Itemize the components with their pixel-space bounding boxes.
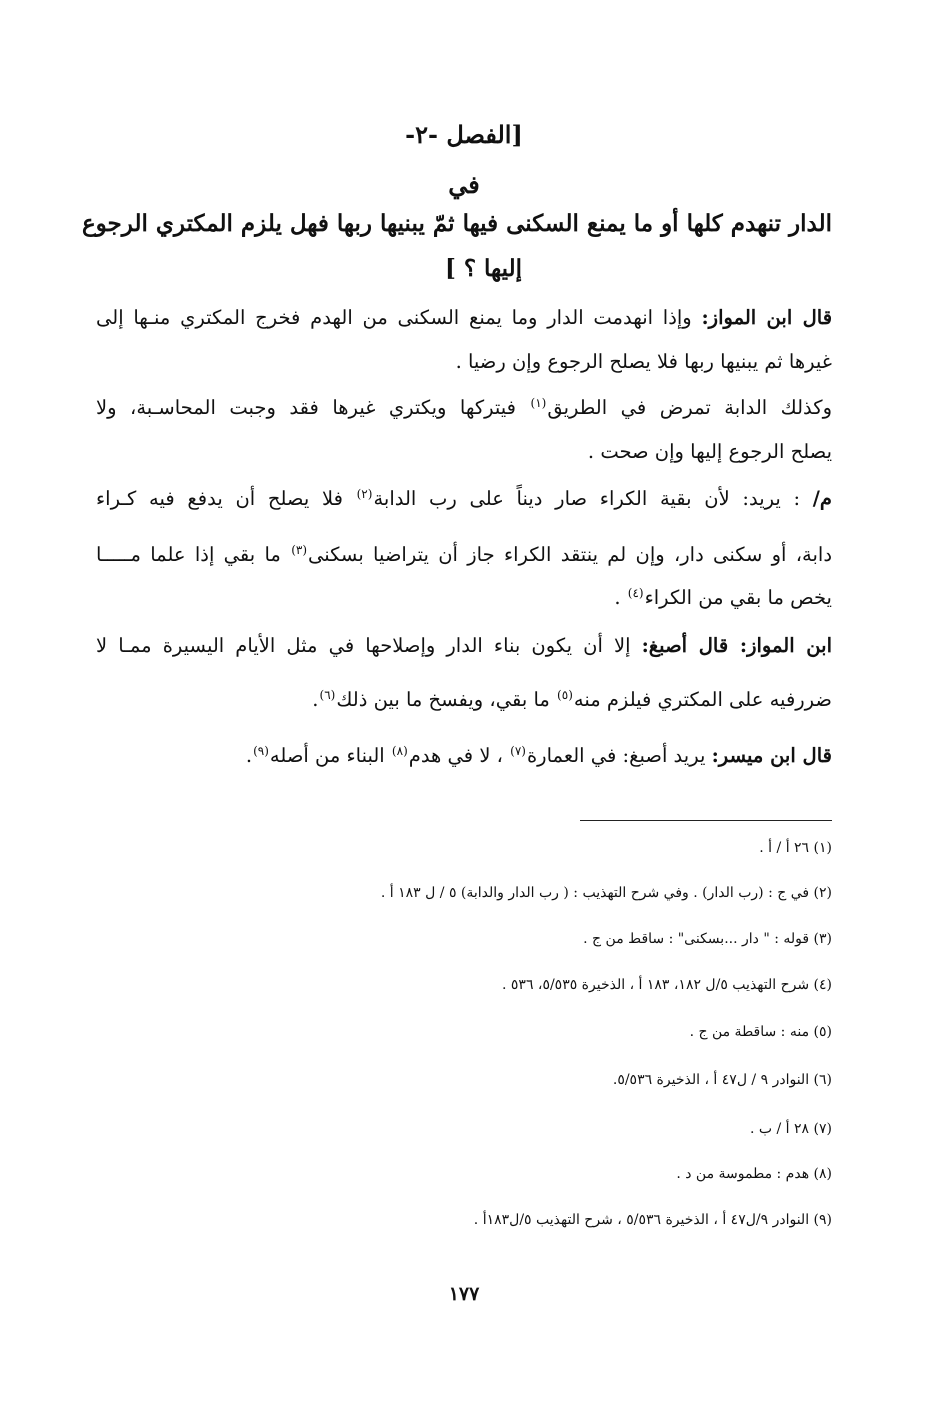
speaker-label: م/ [812, 487, 832, 510]
footnote-2: (٢) في ج : (رب الدار) . وفي شرح التهذيب : ( رب الدار والدابة) ٥ / ل ١٨٣ أ . [380, 885, 832, 901]
footnote-ref-8[interactable]: (٨) [391, 743, 408, 758]
text-run: يخص ما بقي من الكراء [644, 586, 832, 609]
text-run: إلا أن يكون بناء الدار وإصلاحها في مثل الأيام اليسيرة ممـا لا [96, 634, 642, 657]
speaker-label: قال أصبغ: [641, 634, 740, 657]
footnote-ref-3[interactable]: (٣) [291, 542, 308, 557]
text-run: فلا يصلح أن يدفع فيه كـراء [96, 487, 356, 510]
text-run: : يريد: لأن بقية الكراء صار ديناً على رب الدابة [373, 487, 813, 510]
document-page [81, 0, 833, 1403]
chapter-title-line-1: الدار تنهدم كلها أو ما يمنع السكنى فيها ثمّ يبنيها ربها فهل يلزم المكتري الرجوع [81, 210, 832, 237]
paragraph-3-line-3 [96, 583, 832, 613]
paragraph-4-line-1 [96, 631, 832, 661]
speaker-label: ابن المواز: [739, 634, 832, 657]
footnote-separator [580, 820, 832, 821]
text-run: . [614, 586, 627, 609]
footnote-ref-1[interactable]: (١) [530, 395, 547, 410]
speaker-label: قال ابن ميسر: [711, 744, 832, 767]
chapter-heading: [الفصل -٢- [405, 120, 523, 149]
footnote-ref-5[interactable]: (٥) [557, 687, 573, 702]
footnote-ref-7[interactable]: (٧) [510, 743, 526, 758]
footnote-4: (٤) شرح التهذيب ٥/ل ١٨٢، ١٨٣ أ ، الذخيرة ٥/٥٣٥، ٥٣٦ . [502, 977, 832, 993]
text-run: فيتركها ويكتري غيرها فقد وجبت المحاسـبة، ولا [96, 396, 530, 419]
text-run: ، لا في هدم [408, 744, 510, 767]
paragraph-3-line-2 [96, 540, 832, 570]
speaker-label: قال ابن المواز: [701, 306, 833, 329]
chapter-heading-fi: في [448, 170, 480, 199]
chapter-title-line-2: إليها ؟ ] [444, 255, 522, 282]
footnote-8: (٨) هدم : مطموسة من د . [676, 1166, 832, 1182]
text-run: ما بقي، ويفسخ ما بين ذلك [336, 688, 557, 711]
paragraph-4-line-2 [96, 685, 832, 715]
footnote-6: (٦) النوادر ٩ / ل٤٧ أ ، الذخيرة ٥/٥٣٦. [612, 1072, 832, 1088]
footnote-5: (٥) منه : ساقطة من ج . [689, 1024, 832, 1040]
footnote-1: (١) ٢٦ أ / أ . [759, 840, 832, 856]
text-run: يريد أصبغ: في العمارة [526, 744, 712, 767]
footnote-3: (٣) قوله : " دار ...بسكنى" : ساقط من ج . [583, 931, 832, 947]
footnote-ref-4[interactable]: (٤) [627, 585, 644, 600]
paragraph-2-line-1 [96, 393, 832, 423]
text-run: وكذلك الدابة تمرض في الطريق [547, 396, 832, 419]
paragraph-2-line-2: يصلح الرجوع إليها وإن صحت . [587, 440, 832, 463]
text-run: وإذا انهدمت الدار وما يمنع السكنى من الهدم فخرج المكتري منـها إلى [96, 306, 692, 329]
page-number: ١٧٧ [448, 1283, 480, 1305]
footnote-ref-6[interactable]: (٦) [319, 687, 336, 702]
text-run: دابة، أو سكنى دار، وإن لم ينتقد الكراء جاز أن يتراضيا بسكنى [308, 543, 833, 566]
text-run: ضررفيه على المكتري فيلزم منه [573, 688, 832, 711]
footnote-9: (٩) النوادر ٩/ل٤٧ أ ، الذخيرة ٥/٥٣٦ ، شرح التهذيب ٥/ل١٨٣أ . [473, 1212, 832, 1228]
footnote-ref-9[interactable]: (٩) [253, 743, 269, 758]
footnote-7: (٧) ٢٨ أ / ب . [749, 1121, 832, 1137]
text-run: ما بقي إذا علما مـــــا [96, 543, 291, 566]
paragraph-5-line-1 [96, 741, 832, 771]
paragraph-1-line-1 [96, 303, 832, 333]
text-run: . [245, 744, 253, 767]
text-run: البناء من أصله [269, 744, 391, 767]
paragraph-3-line-1 [96, 484, 832, 514]
footnote-ref-2[interactable]: (٢) [356, 486, 373, 501]
text-run: . [312, 688, 319, 711]
paragraph-1-line-2: غيرها ثم يبنيها ربها فلا يصلح الرجوع وإن رضيا . [455, 350, 832, 373]
